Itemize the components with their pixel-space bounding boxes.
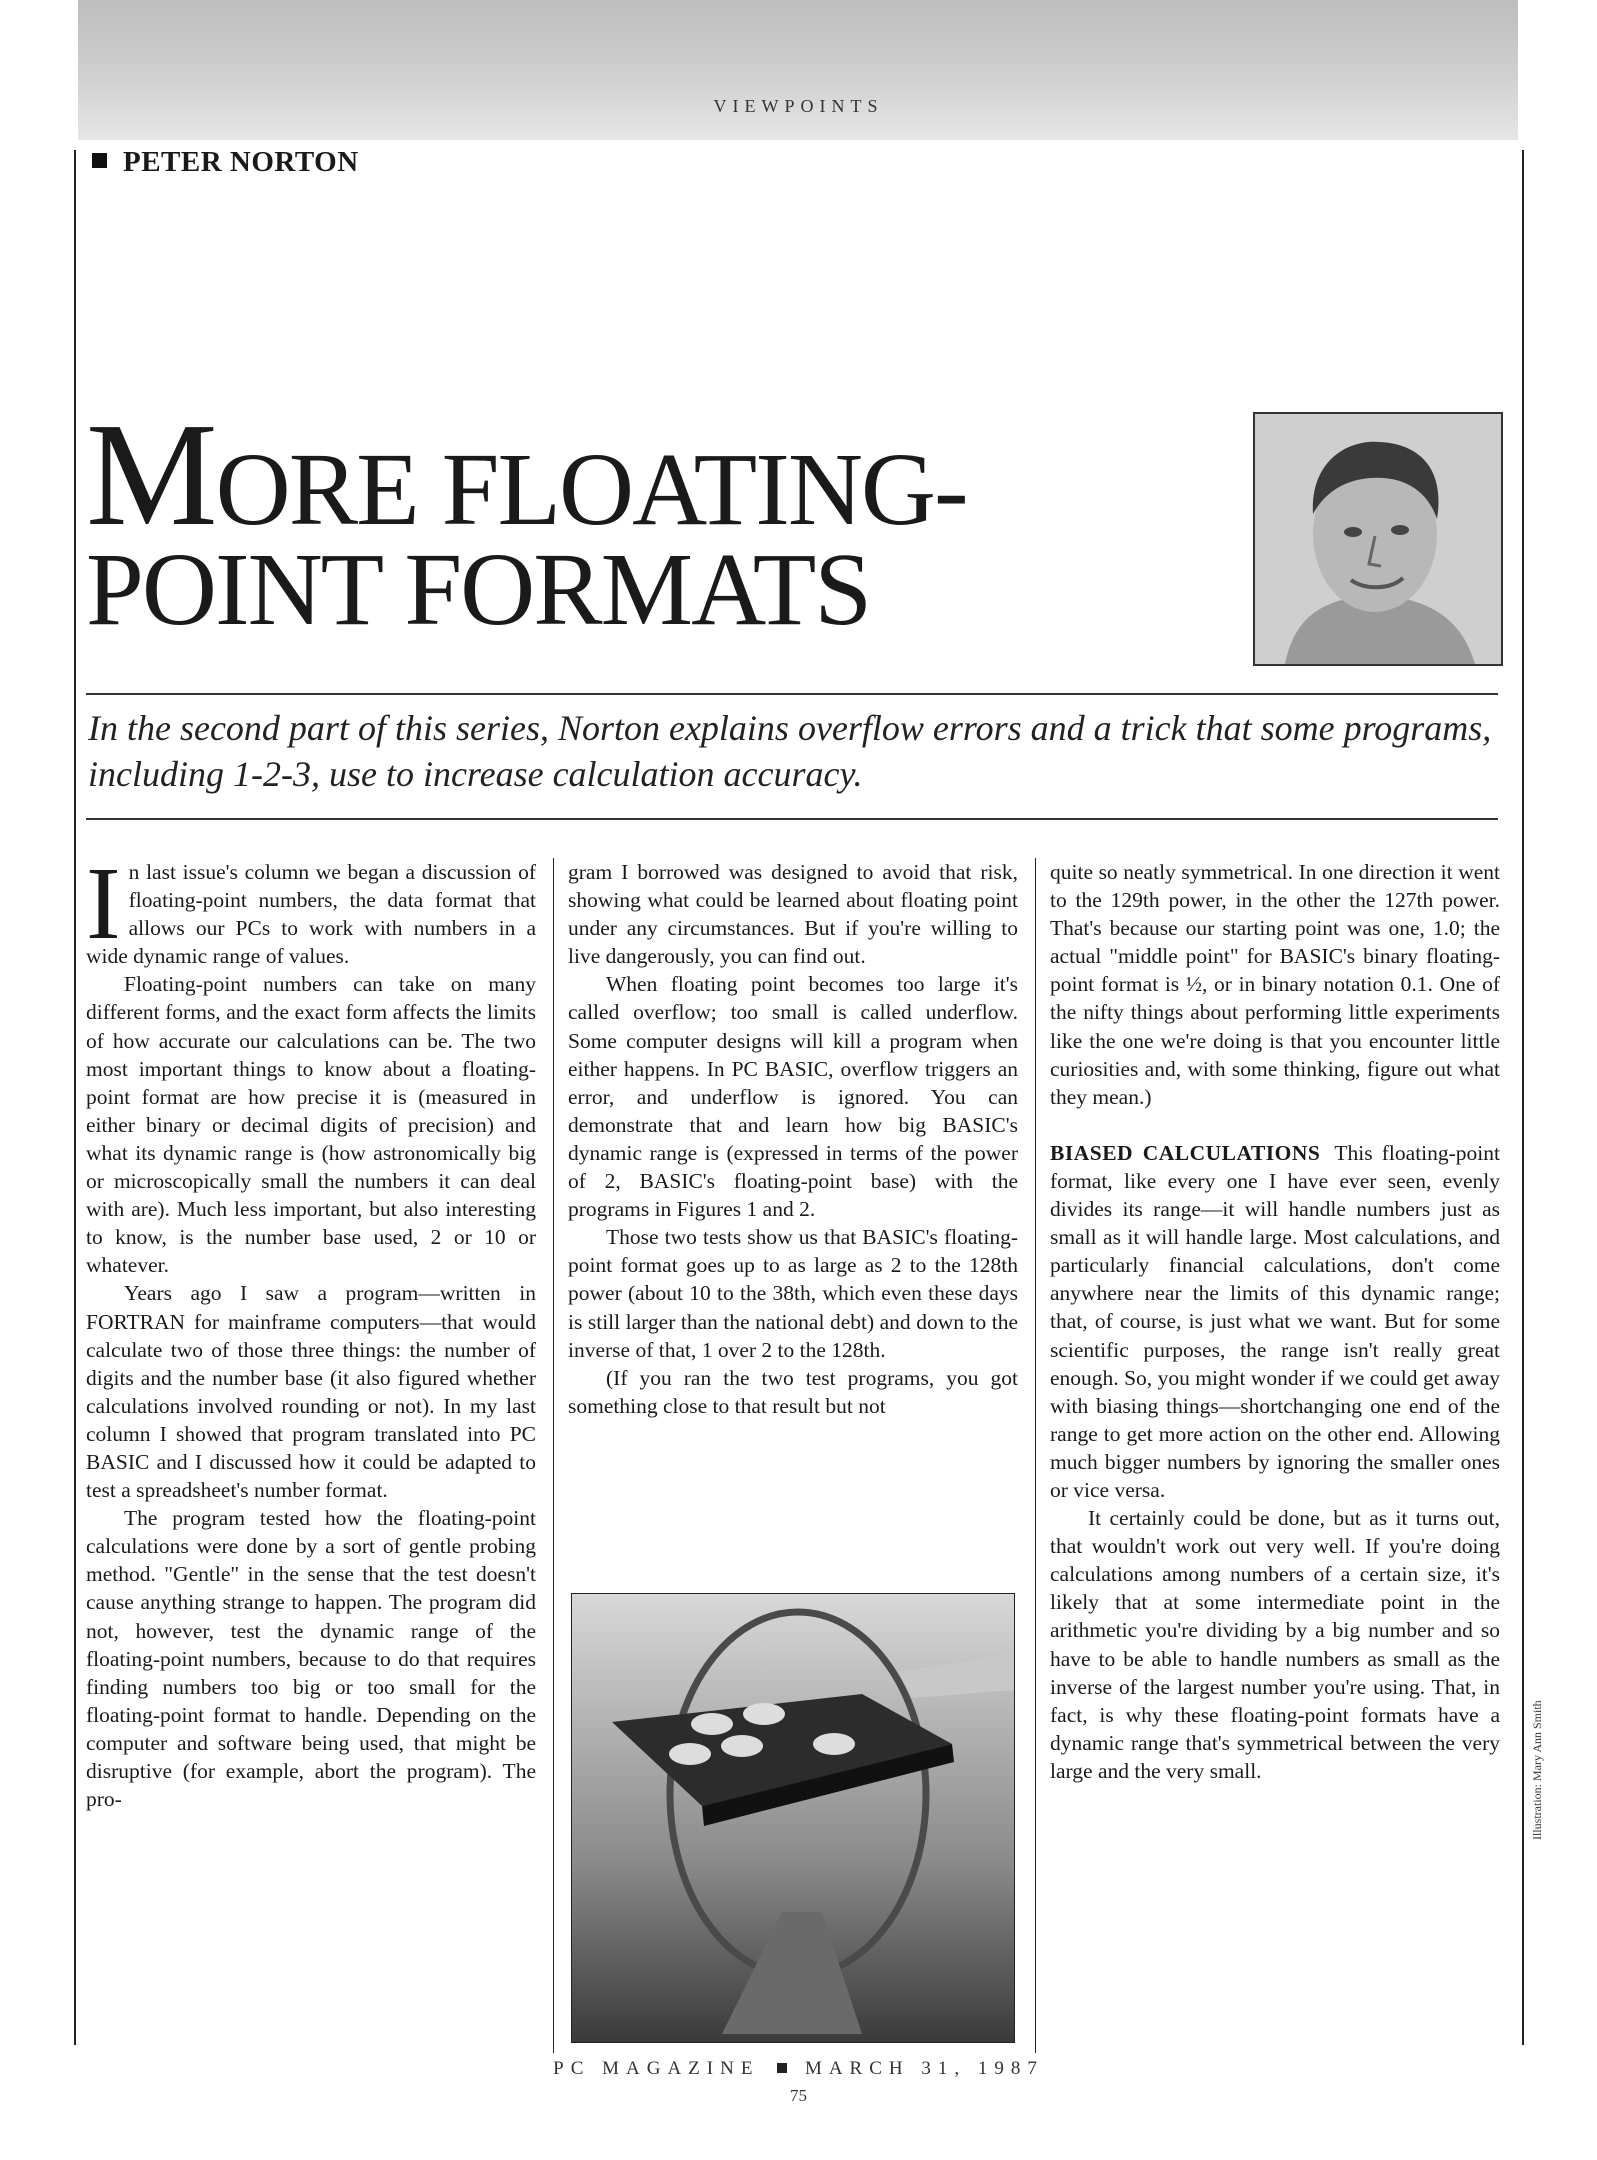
column-3 xyxy=(1050,858,1500,1785)
column-1 xyxy=(86,846,536,1813)
column-2 xyxy=(568,858,1018,1420)
title-initial: M xyxy=(86,393,216,557)
subhead: BIASED CALCULATIONS xyxy=(1050,1140,1321,1165)
col2-paragraph: (If you ran the two test programs, you got something close to that result but not xyxy=(568,1365,1018,1418)
portrait-drawing xyxy=(1255,414,1501,664)
illustration-drawing xyxy=(572,1594,1014,2042)
right-margin-rule xyxy=(1522,150,1524,2045)
left-margin-rule xyxy=(74,150,76,2045)
title-rule xyxy=(86,693,1498,695)
col2-paragraph: gram I borrowed was designed to avoid that risk, showing what could be learned about floating point under any circumstances. But if you're willing to live dangerously, you can find out. xyxy=(568,860,1018,969)
col1-paragraph: Years ago I saw a program—written in FORTRAN for mainframe computers—that would calculate two of those three things: the number of digits and the number base (it also figured whether calculations involved rounding or not). In my last column I showed that program translated into PC BASIC and I discussed how it could be adapted to test a spreadsheet's number format. xyxy=(86,1281,536,1503)
bullet-square xyxy=(92,153,107,168)
title-line1: ORE FLOATING- xyxy=(215,432,967,547)
issue-date: MARCH 31, 1987 xyxy=(804,2058,1044,2079)
page-footer xyxy=(0,2058,1597,2080)
col1-p1-text: n last issue's column we began a discussion of floating-point numbers, the data format that allows our PCs to work with numbers in a wide dynamic range of values. xyxy=(86,860,536,969)
col2-paragraph: When floating point becomes too large it's called overflow; too small is called underflow. Some computer designs will kill a program when either happens. In PC BASIC, overflow triggers an error, and underflow is ignored. You can demonstrate that and learn how big BASIC's dynamic range is (expressed in terms of the power of 2, BASIC's floating-point base) with the programs in Figures 1 and 2. xyxy=(568,972,1018,1222)
column-rule-2 xyxy=(1035,858,1036,2053)
author-portrait xyxy=(1253,412,1503,666)
col3-paragraph: It certainly could be done, but as it turns out, that wouldn't work out very well. If you're doing calculations among numbers of a certain size, it's likely that at some intermediate point in the arithmetic you're dividing by a big number and so have to be able to handle numbers as small as the inverse of the largest number you're using. That, in fact, is why these floating-point formats have a dynamic range that's symmetrical between the very large and the very small. xyxy=(1050,1506,1500,1783)
col2-paragraph: Those two tests show us that BASIC's floating-point format goes up to as large as 2 to the 128th power (about 10 to the 38th, which even these days is still larger than the national debt) and down to the inverse of that, 1 over 2 to the 128th. xyxy=(568,1225,1018,1362)
article-title xyxy=(86,393,1246,647)
footer-bullet xyxy=(777,2063,787,2073)
article-deck: In the second part of this series, Norton explains overflow errors and a trick that some programs, including 1-2-3, use to increase calculation accuracy. xyxy=(88,708,1492,794)
col3-paragraph xyxy=(1050,1139,1500,1504)
author-byline xyxy=(92,146,359,179)
top-band xyxy=(78,0,1518,140)
col1-paragraph: Floating-point numbers can take on many different forms, and the exact form affects the limits of how accurate our calculations can be. The two most important things to know about a floating-point format are how precise it is (measured in either binary or decimal digits of precision) and what its dynamic range is (how astronomically big or microscopically small the numbers it can deal with are). Much less important, but also interesting to know, is the number base used, 2 or 10 or whatever. xyxy=(86,972,536,1278)
col1-paragraph xyxy=(86,846,536,970)
domino-ring-illustration xyxy=(571,1593,1015,2043)
col3-p2-text: This floating-point format, like every one I have ever seen, evenly divides its range—it will handle numbers just as small as it will handle large. Most calculations, and particularly financial calculations, don't come anywhere near the limits of this dynamic range; that, of course, is just what we want. But for some scientific purposes, the range isn't really great enough. So, you might wonder if we could get away with biasing things—shortchanging one end of the range to get more action on the other end. Allowing much bigger numbers by ignoring the smaller ones or vice versa. xyxy=(1050,1140,1500,1502)
column-rule-1 xyxy=(553,858,554,2053)
drop-cap: I xyxy=(86,846,121,961)
col3-paragraph: quite so neatly symmetrical. In one direction it went to the 129th power, in the other the 127th power. That's because our starting point was one, 1.0; the actual "middle point" for BASIC's binary floating-point format is ½, or in binary notation 0.1. One of the nifty things about performing little experiments like the one we're doing is that you encounter little curiosities and, with some thinking, figure out what they mean.) xyxy=(1050,860,1500,1109)
illustration-credit: Illustration: Mary Ann Smith xyxy=(1530,1700,1544,1840)
title-line2: POINT FORMATS xyxy=(86,532,871,647)
section-label: VIEWPOINTS xyxy=(713,96,884,116)
page-number: 75 xyxy=(790,2086,807,2105)
deck-rule xyxy=(86,818,1498,820)
magazine-name: PC MAGAZINE xyxy=(553,2058,760,2079)
col1-paragraph: The program tested how the floating-point calculations were done by a sort of gentle probing method. "Gentle" in the sense that the test doesn't cause anything strange to happen. The program did not, however, test the dynamic range of the floating-point numbers, because to do that requires finding numbers too big or too small for the floating-point format to handle. Depending on the computer and software being used, that might be disruptive (for example, abort the program). The pro- xyxy=(86,1506,536,1812)
author-name: PETER NORTON xyxy=(123,146,359,178)
